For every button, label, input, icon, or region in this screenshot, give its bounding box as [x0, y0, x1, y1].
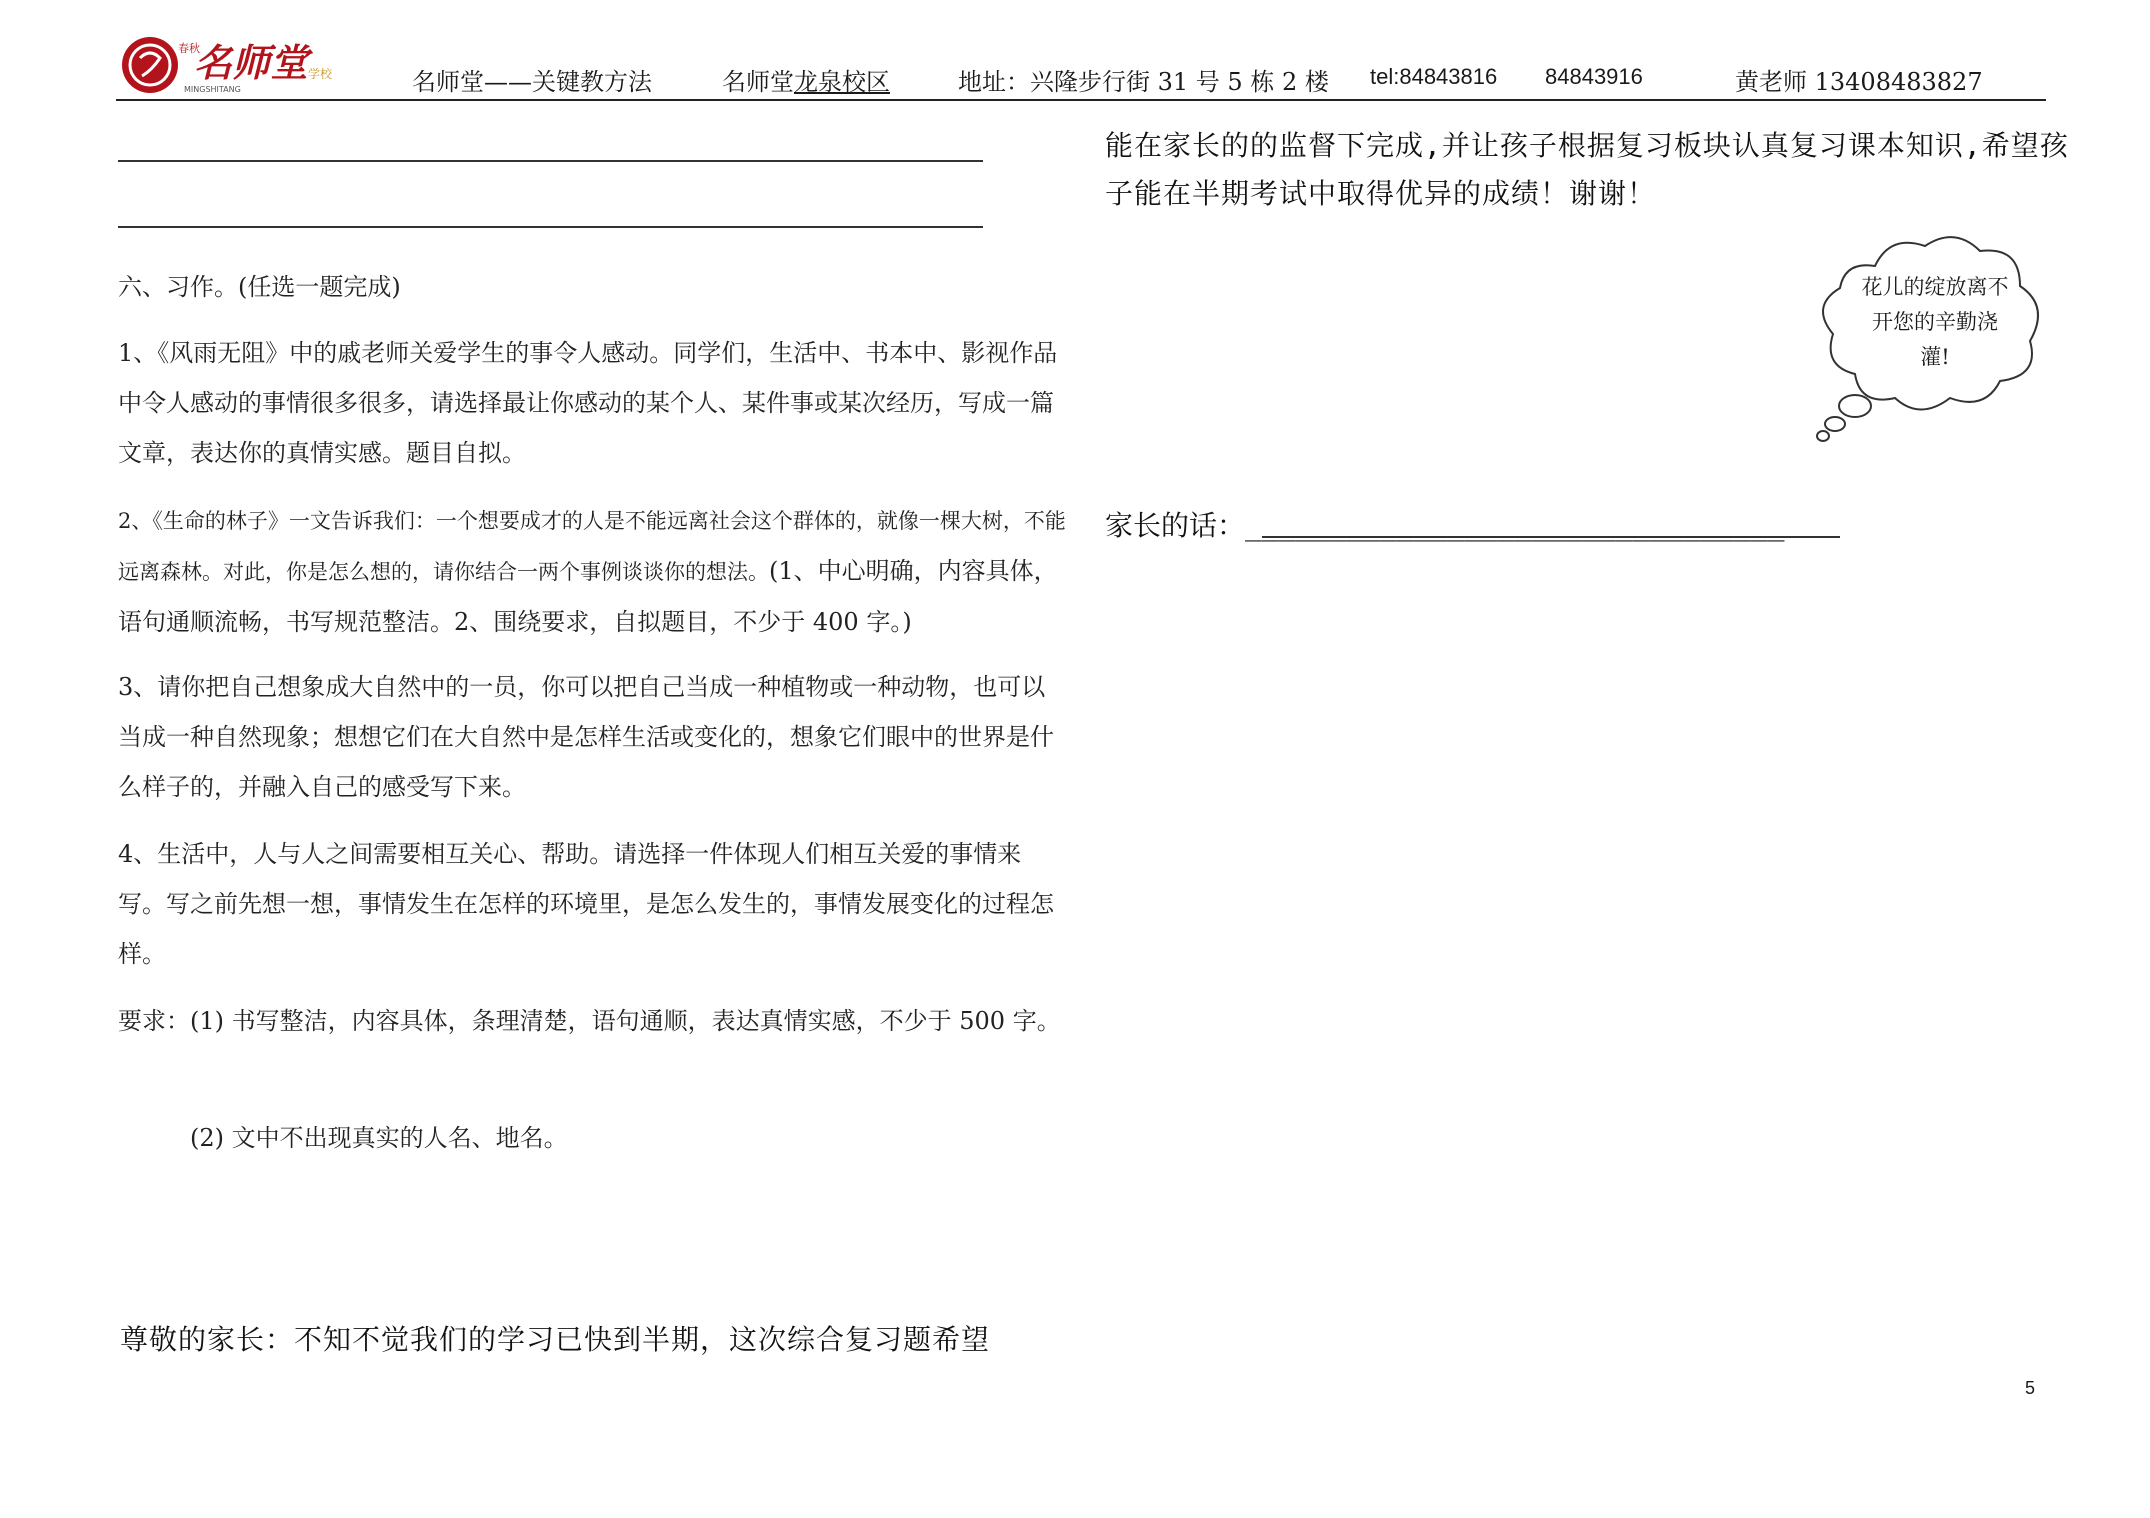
- requirement-1: 要求：(1) 书写整洁，内容具体，条理清楚，语句通顺，表达真情实感，不少于 500 字。: [118, 1007, 1061, 1035]
- cloud-message: 花儿的绽放离不开您的辛勤浇灌!: [1861, 275, 2009, 369]
- parent-comment-label: [1105, 504, 1784, 544]
- topic-2: [118, 495, 1068, 647]
- header-title: 名师堂——关键教方法: [412, 68, 652, 96]
- school-logo: [118, 30, 348, 100]
- page-number: 5: [2025, 1378, 2036, 1398]
- svg-text:MINGSHITANG: MINGSHITANG: [184, 85, 241, 94]
- letter-continuation: 能在家长的的监督下完成,并让孩子根据复习板块认真复习课本知识,希望孩子能在半期考试中取得优异的成绩！谢谢！: [1105, 129, 2069, 210]
- header-teacher: 黄老师 13408483827: [1735, 68, 1983, 96]
- topic-2-text: 2、《生命的林子》一文告诉我们：一个想要成才的人是不能远离社会这个群体的，就像一棵大树，不能远离森林。对此，你是怎么想的，请你结合一两个事例谈谈你的想法。: [118, 509, 1066, 584]
- parent-comment-line: [1262, 536, 1840, 538]
- svg-text:春秋: 春秋: [178, 42, 200, 55]
- svg-text:名师堂: 名师堂: [194, 40, 309, 85]
- topic-2-requirements: (1、中心明确，内容具体，语句通顺流畅，书写规范整洁。2、围绕要求，自拟题目，不少于 400 字。): [118, 557, 1058, 636]
- topic-1: 1、《风雨无阻》中的戚老师关爱学生的事令人感动。同学们，生活中、书本中、影视作品中令人感动的事情很多很多，请选择最让你感动的某个人、某件事或某次经历，写成一篇文章，表达你的真情实感。题目自拟。: [118, 339, 1058, 467]
- section-heading: 六、习作。(任选一题完成): [118, 273, 401, 301]
- topic-4: 4、生活中，人与人之间需要相互关心、帮助。请选择一件体现人们相互关爱的事情来写。写之前先想一想，事情发生在怎样的环境里，是怎么发生的，事情发展变化的过程怎样。: [118, 840, 1054, 968]
- school-name: 龙泉校区: [794, 68, 890, 96]
- header-address: 地址：兴隆步行街 31 号 5 栋 2 楼: [958, 68, 1329, 96]
- header-tel2: 84843916: [1545, 64, 1643, 89]
- requirement-2: (2) 文中不出现真实的人名、地名。: [190, 1124, 568, 1152]
- svg-text:学校: 学校: [308, 67, 333, 81]
- answer-line: [118, 226, 983, 228]
- topic-3: 3、请你把自己想象成大自然中的一员，你可以把自己当成一种植物或一种动物，也可以当成一种自然现象；想想它们在大自然中是怎样生活或变化的，想象它们眼中的世界是什么样子的，并融入自己的感受写下来。: [118, 673, 1054, 801]
- parent-comment-dashes: ________________________________: [1245, 509, 1785, 542]
- header-divider: [116, 99, 2046, 101]
- letter-opening: 尊敬的家长：不知不觉我们的学习已快到半期，这次综合复习题希望: [120, 1323, 991, 1356]
- parent-comment-text: 家长的话：: [1105, 509, 1246, 542]
- school-prefix: 名师堂: [722, 68, 794, 96]
- header-school: [722, 62, 890, 97]
- header-tel1: tel:84843816: [1370, 64, 1498, 89]
- answer-line: [118, 160, 983, 162]
